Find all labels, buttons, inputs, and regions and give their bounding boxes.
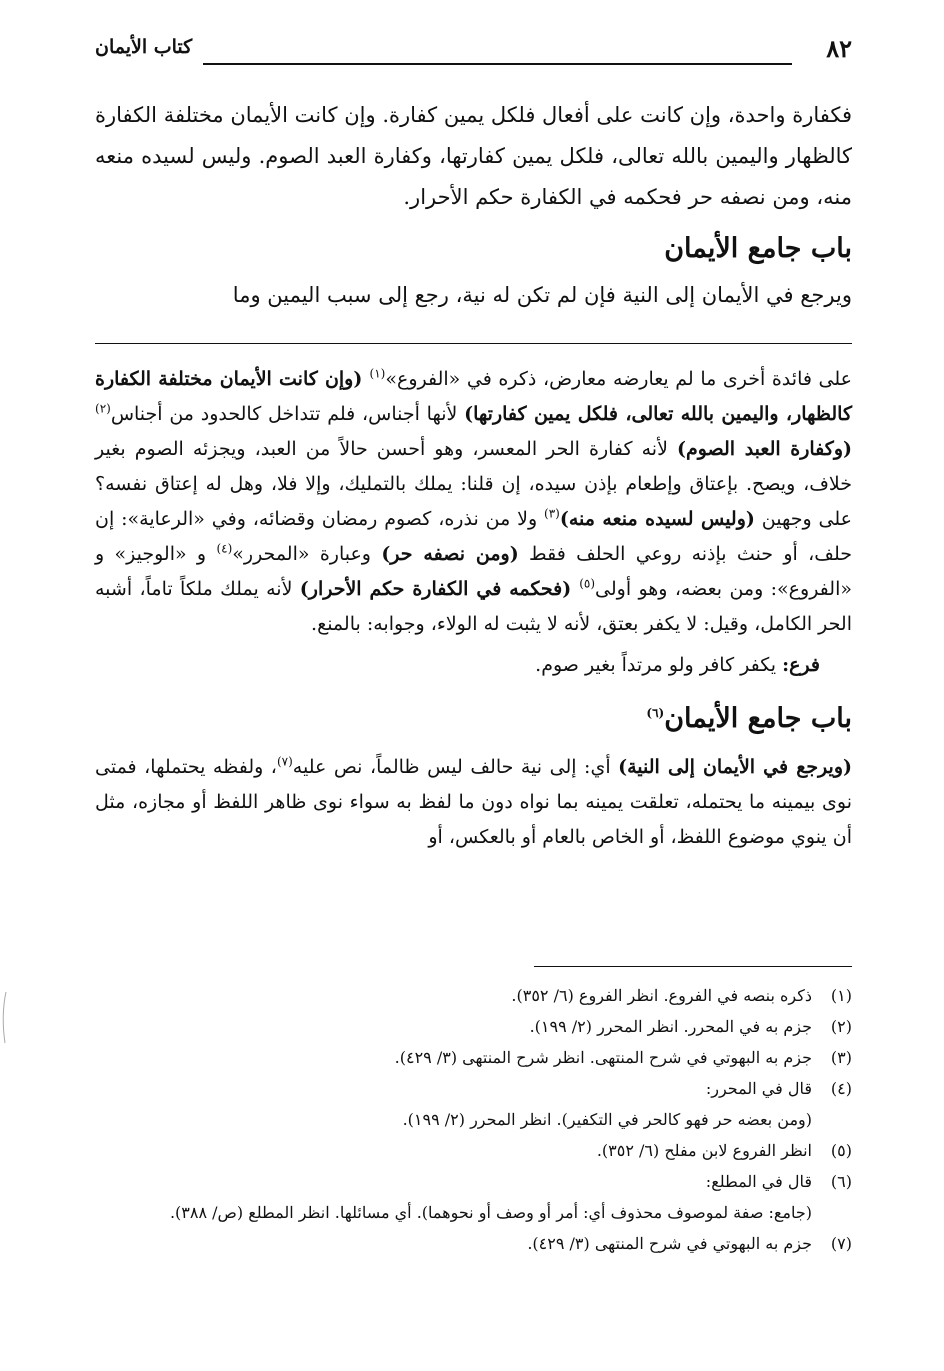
footnote-text: قال في المحرر: (705, 1079, 812, 1098)
sharh-text (95, 362, 852, 855)
footnote-text: جزم به في المحرر. انظر المحرر (٢/ ١٩٩). (529, 1017, 812, 1036)
footnote-continuation (95, 1104, 852, 1135)
sharh-heading: باب جامع الأيمان$^{(٦)}$ (646, 703, 852, 734)
scan-margin-mark (0, 990, 8, 1045)
footnote-ref-5[interactable]: (٥) (579, 576, 596, 591)
running-title: كتاب الأيمان (95, 36, 193, 58)
matn-paragraph-2: ويرجع في الأيمان إلى النية فإن لم تكن له نية، رجع إلى سبب اليمين وما (232, 283, 852, 307)
footnote-text: انظر الفروع لابن مفلح (٦/ ٣٥٢). (596, 1141, 812, 1160)
footnote-continuation (95, 1197, 852, 1228)
far-note: فرع: يكفر كافر ولو مرتداً بغير صوم. (535, 654, 820, 676)
page-header (95, 28, 852, 68)
matn-heading: باب جامع الأيمان (664, 233, 852, 264)
footnote-ref-7[interactable]: (٧) (276, 754, 293, 769)
footnote-ref-1[interactable]: (١) (369, 366, 386, 381)
sharh-paragraph-2: (ويرجع في الأيمان إلى النية) أي: إلى نية حالف ليس ظالماً، نص عليه$^{(٧)}$، ولفظه يحتملها، فمتى نوى بيمينه ما يحتمله، تعلقت يمينه بما نواه دون ما لفظ به سواء نوى ظاهر اللفظ أو مجازه، مثل أن ينوي موضوع اللفظ، أو الخاص بالعام أو بالعكس، أو (95, 754, 852, 848)
sharh-paragraph-1: على فائدة أخرى ما لم يعارضه معارض، ذكره في «الفروع»$^{(١)}$ (وإن كانت الأيمان مختلفة الكفارة كالظهار، واليمين بالله تعالى، فلكل يمين كفارتها) لأنها أجناس، فلم تتداخل كالحدود من أجناس$^{(٢)}$ (وكفارة العبد الصوم) لأنه كفارة الحر المعسر، وهو أحسن حالاً من العبد، ويجزئه الصوم بغير خلاف، ويصح. بإعتاق وإطعام بإذن سيده، إن قلنا: يملك بالتمليك، وإلا فلا، وهل له إعتاق نفسه؟ على وجهين (وليس لسيده منعه منه)$^{(٣)}$ ولا من نذره، كصوم رمضان وقضائه، وفي «الرعاية»: إن حلف، أو حنث بإذنه روعي الحلف فقط (ومن نصفه حر) وعبارة «المحرر»$^{(٤)}$ و «الوجيز» و «الفروع»: ومن بعضه، وهو أولى$^{(٥)}$ (فحكمه في الكفارة حكم الأحرار) لأنه يملك ملكاً تاماً، أشبه الحر الكامل، وقيل: لا يكفر بعتق، لأنه لا يثبت له الولاء، وجوابه: بالمنع. (95, 366, 853, 635)
footnote-ref-3[interactable]: (٣) (544, 506, 560, 521)
footnote-number: (٦) (830, 1172, 852, 1191)
footnote-text: جزم به البهوتي في شرح المنتهى (٣/ ٤٢٩). (527, 1234, 812, 1253)
footnote-item (95, 980, 852, 1011)
footnotes (95, 980, 852, 1259)
footnote-text: ذكره بنصه في الفروع. انظر الفروع (٦/ ٣٥٢). (511, 986, 812, 1005)
footnote-number: (٣) (830, 1048, 852, 1067)
footnote-ref-2[interactable]: (٢) (95, 401, 111, 416)
footnote-ref-6[interactable]: (٦) (646, 706, 665, 720)
footnote-number: (٧) (830, 1234, 852, 1253)
footnote-number: (٥) (830, 1141, 852, 1160)
footnote-item (95, 1042, 852, 1073)
footnote-text: (ومن بعضه حر فهو كالحر في التكفير). انظر المحرر (٢/ ١٩٩). (402, 1110, 812, 1129)
matn-text (95, 95, 852, 316)
footnote-ref-4[interactable]: (٤) (216, 541, 233, 556)
matn-paragraph-1: فكفارة واحدة، وإن كانت على أفعال فلكل يمين كفارة. وإن كانت الأيمان مختلفة الكفارة كالظهار واليمين بالله تعالى، فلكل يمين كفارتها، وكفارة العبد الصوم. وليس لسيده منعه منه، ومن نصفه حر فحكمه في الكفارة حكم الأحرار. (95, 103, 852, 209)
footnote-number: (٢) (830, 1017, 852, 1036)
far-label: فرع: (782, 654, 820, 676)
footnote-item (95, 1166, 852, 1197)
footnote-item (95, 1073, 852, 1104)
page-number: ٨٢ (826, 34, 852, 63)
footnote-item (95, 1135, 852, 1166)
footnote-text: قال في المطلع: (705, 1172, 812, 1191)
footnote-item (95, 1011, 852, 1042)
footnote-text: جزم به البهوتي في شرح المنتهى. انظر شرح المنتهى (٣/ ٤٢٩). (394, 1048, 812, 1067)
footnote-text: (جامع: صفة لموصوف محذوف أي: أمر أو وصف أو نحوهما). أي مسائلها. انظر المطلع (ص/ ٣٨٨). (169, 1203, 812, 1222)
footnote-number: (١) (830, 986, 852, 1005)
footnote-number: (٤) (830, 1079, 852, 1098)
footnote-item (95, 1228, 852, 1259)
matn-separator (95, 343, 852, 344)
footnote-rule (534, 966, 852, 967)
header-rule (203, 63, 792, 65)
